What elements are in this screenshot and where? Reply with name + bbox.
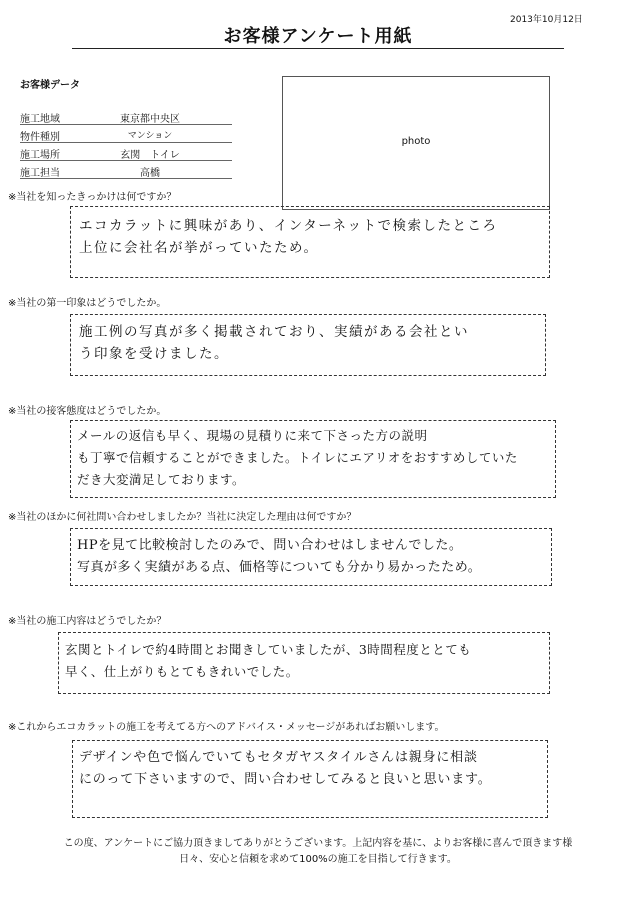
question-2: ※当社の第一印象はどうでしたか。 <box>8 298 167 309</box>
footer-line-1: この度、アンケートにご協力頂きましてありがとうございます。上記内容を基に、よりお客様に喜んで頂きます様 <box>63 838 573 849</box>
answer-1: エコカラットに興味があり、インターネットで検索したところ 上位に会社名が挙がっていたため。 <box>79 218 498 256</box>
value-staff: 高橋 <box>140 168 160 179</box>
answer-box-5 <box>58 632 550 694</box>
answer-box-2 <box>70 314 546 376</box>
answer-6: デザインや色で悩んでいてもセタガヤスタイルさんは親身に相談 にのって下さいますので、問い合わせしてみると良いと思います。 <box>79 750 492 787</box>
label-area: 施工地域 <box>20 114 60 125</box>
question-4: ※当社のほかに何社問い合わせしましたか？当社に決定した理由は何ですか？ <box>8 512 357 523</box>
row-divider <box>20 142 232 143</box>
answer-box-6 <box>72 740 548 818</box>
answer-box-3 <box>70 420 556 498</box>
row-divider <box>20 160 232 161</box>
row-divider <box>20 124 232 125</box>
question-6: ※これからエコカラットの施工を考えてる方へのアドバイス・メッセージがあればお願いします。 <box>8 722 445 733</box>
answer-4: HPを見て比較検討したのみで、問い合わせはしませんでした。 写真が多く実績がある点、価格等についても分かり易かったため。 <box>77 538 482 575</box>
answer-5: 玄関とトイレで約4時間とお聞きしていましたが、3時間程度ととても 早く、仕上がりもとてもきれいでした。 <box>65 642 472 679</box>
answer-box-1 <box>70 206 550 278</box>
footer-line-2: 日々、安心と信頼を求めて100%の施工を目指して行きます。 <box>179 854 457 865</box>
value-location: 玄関 トイレ <box>120 150 180 161</box>
answer-box-4 <box>70 528 552 586</box>
customer-data-heading: お客様データ <box>20 80 80 91</box>
photo-label: photo <box>401 136 431 147</box>
value-property-type: マンション <box>127 131 173 141</box>
answer-3: メールの返信も早く、現場の見積りに来て下さった方の説明 も丁寧で信頼することができました。トイレにエアリオをおすすめしていた だき大変満足しております。 <box>77 428 518 487</box>
question-1: ※当社を知ったきっかけは何ですか？ <box>8 192 177 203</box>
page-title: お客様アンケート用紙 <box>223 26 413 47</box>
label-location: 施工場所 <box>20 150 60 161</box>
question-3: ※当社の接客態度はどうでしたか。 <box>8 406 167 417</box>
row-divider <box>20 178 232 179</box>
question-5: ※当社の施工内容はどうでしたか？ <box>8 616 167 627</box>
label-staff: 施工担当 <box>20 168 60 179</box>
label-property-type: 物件種別 <box>20 132 60 143</box>
survey-date: 2013年10月12日 <box>510 15 583 25</box>
value-area: 東京都中央区 <box>120 114 180 125</box>
answer-2: 施工例の写真が多く掲載されており、実績がある会社とい う印象を受けました。 <box>79 324 469 362</box>
title-underline <box>72 48 564 49</box>
